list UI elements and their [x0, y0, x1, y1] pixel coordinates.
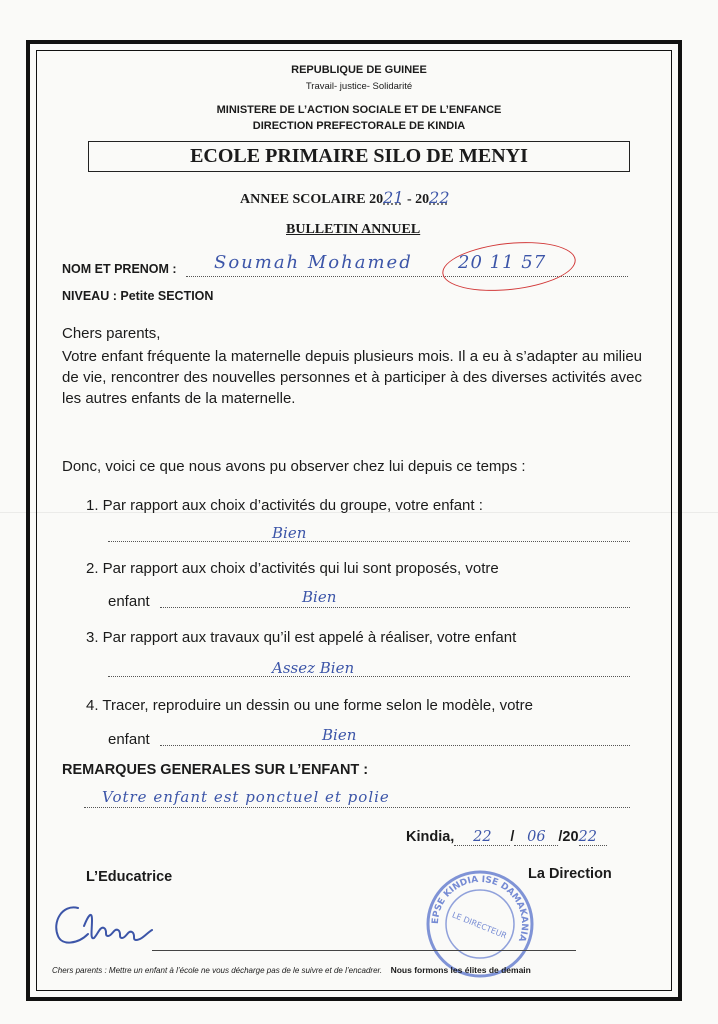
direction-name: DIRECTION PREFECTORALE DE KINDIA [252, 120, 466, 132]
country-title: REPUBLIQUE DE GUINEE [291, 64, 427, 76]
ministry-name: MINISTERE DE L’ACTION SOCIALE ET DE L’ENFANCE [216, 104, 502, 116]
remarks-title: REMARQUES GENERALES SUR L’ENFANT : [62, 762, 369, 778]
country-motto: Travail- justice- Solidarité [305, 81, 413, 92]
remarks-handwritten: Votre enfant est ponctuel et polie [102, 788, 390, 806]
item-3-dotted-line [108, 676, 630, 677]
date-year-prefix: /20 [558, 829, 579, 845]
item-2-dotted-line [160, 607, 630, 608]
date-month-handwritten: 06 [514, 829, 558, 846]
student-id-handwritten: 20 11 57 [458, 252, 547, 273]
item-4-dotted-line [160, 745, 630, 746]
footer-slogan: Nous formons les élites de demain [390, 965, 531, 975]
educator-signature [48, 896, 160, 952]
level-value: Petite SECTION [120, 289, 214, 303]
student-name-handwritten: Soumah Mohamed [214, 252, 413, 273]
item-3-answer-handwritten: Assez Bien [272, 659, 355, 677]
item-1-answer-handwritten: Bien [272, 524, 307, 542]
direction-label: La Direction [528, 866, 612, 882]
remarks-dotted-line [84, 807, 630, 808]
date-place: Kindia, [406, 829, 455, 845]
item-2-answer-handwritten: Bien [302, 588, 337, 606]
item-4-answer-handwritten: Bien [322, 726, 357, 744]
letter-paragraph: Votre enfant fréquente la maternelle depuis plusieurs mois. Il a eu à s’adapter au milieu de vie, rencontrer des nouvelles personnes et à participer à des diverses activités avec les autres enfants de la maternelle. [62, 348, 642, 407]
level-row [62, 289, 213, 303]
year-end-handwritten: 22 [429, 188, 450, 207]
year-label: ANNEE SCOLAIRE 20 [240, 192, 384, 207]
bulletin-title: BULLETIN ANNUEL [286, 222, 421, 237]
letter-intro: Donc, voici ce que nous avons pu observer chez lui depuis ce temps : [62, 458, 526, 475]
year-start-handwritten: 21 [383, 188, 404, 207]
name-label: NOM ET PRENOM : [62, 262, 177, 276]
item-1-dotted-line [108, 541, 630, 542]
item-1-text: 1. Par rapport aux choix d’activités du groupe, votre enfant : [86, 497, 483, 514]
level-label: NIVEAU : [62, 289, 117, 303]
signature-rule [152, 950, 576, 951]
date-day-handwritten: 22 [454, 829, 510, 846]
item-2-continuation: enfant [108, 593, 150, 610]
educator-label: L’Educatrice [86, 869, 173, 885]
school-name: ECOLE PRIMAIRE SILO DE MENYI [88, 141, 630, 172]
item-2-text: 2. Par rapport aux choix d’activités qui lui sont proposés, votre [86, 560, 499, 577]
date-year-handwritten: 22 [579, 829, 607, 846]
item-4-continuation: enfant [108, 731, 150, 748]
item-4-text: 4. Tracer, reproduire un dessin ou une forme selon le modèle, votre [86, 697, 533, 714]
stamp-center-text: LE DIRECTEUR [450, 910, 509, 941]
year-separator: - 20 [403, 192, 430, 207]
footer-note: Chers parents : Mettre un enfant à l’école ne vous décharge pas de le suivre et de l’encadrer. [52, 966, 383, 975]
footer [52, 960, 531, 978]
letter-greeting: Chers parents, [62, 325, 161, 342]
date-row: Kindia, 22 / 06 /2022 [406, 829, 607, 846]
stamp-ring-text: EPSE KINDIA ISE DAMAKANIA [430, 874, 530, 943]
school-year [240, 188, 450, 208]
item-3-text: 3. Par rapport aux travaux qu’il est appelé à réaliser, votre enfant [86, 629, 517, 646]
